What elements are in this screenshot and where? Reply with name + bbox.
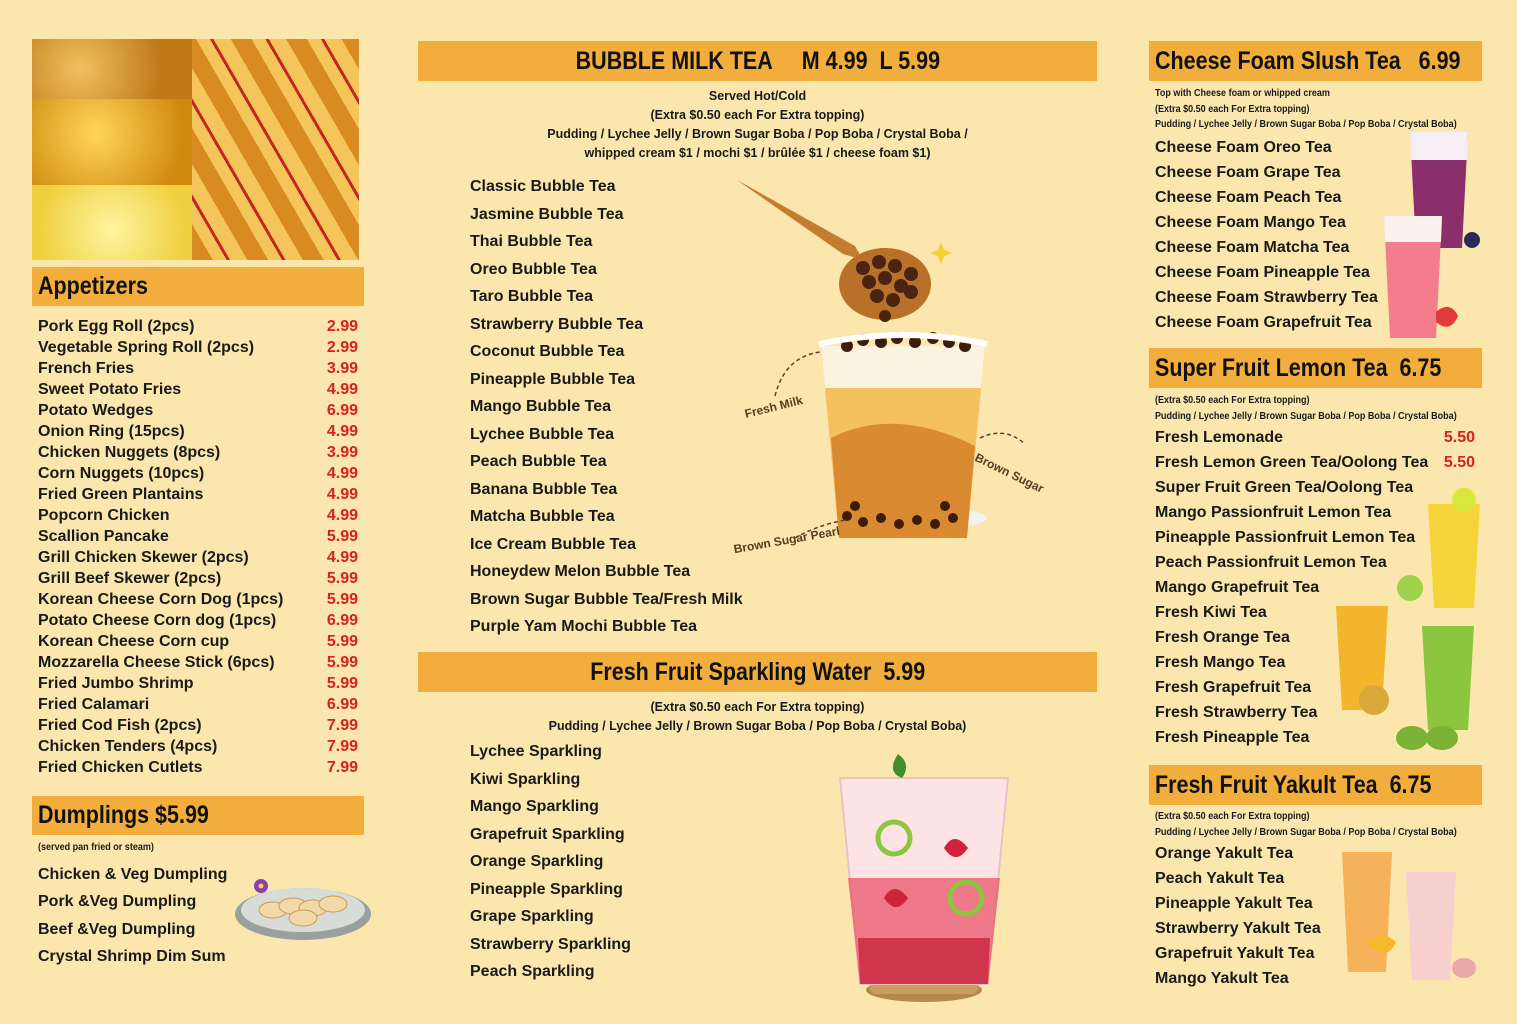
- item-name: Chicken Tenders (4pcs): [38, 738, 218, 755]
- yakult-item: [1155, 866, 1321, 891]
- dumplings-list: [38, 861, 227, 970]
- bubble-tea-item: [470, 228, 743, 256]
- bubble-tea-illustration: [732, 176, 1055, 566]
- bubble-tea-item: [470, 283, 743, 311]
- item-name: Korean Cheese Corn Dog (1pcs): [38, 591, 284, 608]
- cheese-foam-banner: [1149, 41, 1482, 81]
- sparkling-title: Fresh Fruit Sparkling Water 5.99: [590, 657, 925, 686]
- item-price: 7.99: [326, 738, 358, 755]
- appetizer-item: [38, 673, 358, 694]
- cheese-foam-item: [1155, 260, 1378, 285]
- sparkling-list: [470, 738, 631, 986]
- yakult-banner: [1149, 765, 1482, 805]
- bubble-tea-item: [470, 311, 743, 339]
- appetizer-item: [38, 736, 358, 757]
- item-name: Pineapple Sparkling: [470, 880, 623, 898]
- sparkling-item: [470, 821, 631, 849]
- item-name: Orange Sparkling: [470, 853, 604, 870]
- appetizer-item: [38, 610, 358, 631]
- sparkling-note-line: (Extra $0.50 each For Extra topping): [650, 700, 865, 714]
- lemon-tea-banner: [1149, 348, 1482, 388]
- yakult-item: [1155, 916, 1321, 941]
- item-name: Thai Bubble Tea: [470, 233, 593, 250]
- bubble-tea-notes: [418, 87, 1097, 163]
- item-name: Fresh Kiwi Tea: [1155, 604, 1267, 621]
- bubble-tea-item: [470, 366, 743, 394]
- item-name: Sweet Potato Fries: [38, 381, 182, 398]
- item-name: Strawberry Bubble Tea: [470, 315, 644, 333]
- appetizer-item: [38, 379, 358, 400]
- item-name: Mango Bubble Tea: [470, 398, 612, 415]
- appetizer-item: [38, 442, 358, 463]
- lemon-tea-item: [1155, 425, 1475, 450]
- appetizer-item: [38, 400, 358, 421]
- item-name: Grill Beef Skewer (2pcs): [38, 570, 222, 587]
- sparkling-item: [470, 876, 631, 904]
- yakult-drinks-photo: [1340, 846, 1485, 986]
- item-name: Kiwi Sparkling: [470, 770, 581, 788]
- bubble-tea-item: [470, 393, 743, 421]
- item-name: Pineapple Bubble Tea: [470, 370, 636, 388]
- item-name: Peach Sparkling: [470, 963, 595, 980]
- cheese-note-line: (Extra $0.50 each For Extra topping): [1155, 102, 1310, 115]
- cheese-foam-item: [1155, 160, 1378, 185]
- plantain-chips-photo: [32, 99, 192, 185]
- yakult-notes: [1155, 809, 1506, 840]
- item-name: Peach Passionfruit Lemon Tea: [1155, 554, 1387, 571]
- appetizer-item: [38, 652, 358, 673]
- item-name: Cheese Foam Strawberry Tea: [1155, 289, 1378, 306]
- item-name: Cheese Foam Peach Tea: [1155, 189, 1342, 206]
- sparkling-item: [470, 848, 631, 876]
- yakult-list: [1155, 841, 1321, 991]
- dumplings-note: (served pan fried or steam): [38, 841, 154, 853]
- bubble-tea-banner: [418, 41, 1097, 81]
- item-name: Fresh Pineapple Tea: [1155, 729, 1310, 746]
- item-name: Cheese Foam Matcha Tea: [1155, 239, 1350, 256]
- item-name: Cheese Foam Mango Tea: [1155, 214, 1346, 231]
- cheese-foam-item: [1155, 285, 1378, 310]
- item-price: 6.99: [326, 402, 358, 419]
- item-name: Grape Sparkling: [470, 908, 594, 925]
- sparkling-drink-illustration: [834, 748, 1014, 1010]
- item-price: 5.99: [326, 633, 358, 650]
- sparkling-note-line: Pudding / Lychee Jelly / Brown Sugar Boba / Pop Boba / Crystal Boba): [548, 719, 967, 733]
- bubble-tea-item: [470, 448, 743, 476]
- item-price: 4.99: [326, 465, 358, 482]
- item-price: 4.99: [326, 381, 358, 398]
- item-price: 7.99: [326, 717, 358, 734]
- item-name: Lychee Bubble Tea: [470, 425, 615, 443]
- item-name: Matcha Bubble Tea: [470, 508, 615, 525]
- item-name: Pork &Veg Dumpling: [38, 893, 197, 911]
- cheese-foam-list: [1155, 135, 1378, 335]
- sparkling-item: [470, 958, 631, 986]
- sparkling-item: [470, 903, 631, 931]
- cheese-foam-drinks-photo: [1380, 130, 1485, 345]
- item-name: Cheese Foam Grape Tea: [1155, 164, 1341, 181]
- item-name: Corn Nuggets (10pcs): [38, 465, 205, 482]
- lemon-tea-title: Super Fruit Lemon Tea 6.75: [1155, 353, 1442, 382]
- lemon-note-line: Pudding / Lychee Jelly / Brown Sugar Boba / Pop Boba / Crystal Boba): [1155, 409, 1457, 422]
- item-name: Fresh Orange Tea: [1155, 629, 1290, 646]
- dumpling-plate-photo: [233, 872, 373, 942]
- corn-dog-photo: [192, 39, 359, 260]
- item-price: 4.99: [326, 423, 358, 440]
- item-name: Fried Green Plantains: [38, 486, 204, 503]
- sparkling-notes: [418, 698, 1097, 736]
- sparkling-item: [470, 766, 631, 794]
- item-name: Beef &Veg Dumpling: [38, 920, 196, 938]
- item-name: Fresh Grapefruit Tea: [1155, 679, 1312, 696]
- appetizers-list: [38, 316, 360, 778]
- cheese-foam-item: [1155, 310, 1378, 335]
- lemon-tea-notes: [1155, 393, 1506, 424]
- item-name: Fresh Mango Tea: [1155, 654, 1286, 671]
- item-price: 4.99: [326, 486, 358, 503]
- corn-cup-photo: [32, 185, 192, 260]
- bubble-tea-item: [470, 503, 743, 531]
- lemon-note-line: (Extra $0.50 each For Extra topping): [1155, 394, 1310, 406]
- item-name: Classic Bubble Tea: [470, 178, 616, 195]
- item-price: 5.99: [326, 675, 358, 692]
- cheese-foam-title: Cheese Foam Slush Tea 6.99: [1155, 46, 1461, 75]
- item-name: Strawberry Yakult Tea: [1155, 920, 1321, 937]
- dumplings-title: Dumplings $5.99: [38, 801, 209, 829]
- item-name: Peach Yakult Tea: [1155, 870, 1285, 887]
- item-name: Coconut Bubble Tea: [470, 343, 625, 360]
- dumplings-banner: [32, 796, 364, 835]
- item-name: Brown Sugar Bubble Tea/Fresh Milk: [470, 590, 743, 608]
- sparkling-item: [470, 793, 631, 821]
- item-name: Honeydew Melon Bubble Tea: [470, 563, 691, 580]
- item-price: 7.99: [326, 759, 358, 776]
- item-name: Mango Grapefruit Tea: [1155, 579, 1320, 596]
- item-name: Crystal Shrimp Dim Sum: [38, 947, 226, 965]
- item-name: Fried Chicken Cutlets: [38, 759, 203, 776]
- item-name: Peach Bubble Tea: [470, 453, 607, 470]
- appetizer-item: [38, 631, 358, 652]
- sparkling-item: [470, 738, 631, 766]
- yakult-item: [1155, 841, 1321, 866]
- bubble-tea-title: BUBBLE MILK TEA M 4.99 L 5.99: [575, 46, 940, 75]
- yakult-title: Fresh Fruit Yakult Tea 6.75: [1155, 770, 1432, 799]
- appetizer-item: [38, 316, 358, 337]
- dumpling-item: [38, 943, 227, 970]
- bubble-note-line: Pudding / Lychee Jelly / Brown Sugar Boba / Pop Boba / Crystal Boba /: [547, 127, 968, 141]
- appetizer-item: [38, 547, 358, 568]
- yakult-item: [1155, 891, 1321, 916]
- item-name: Onion Ring (15pcs): [38, 423, 185, 440]
- item-name: Korean Cheese Corn cup: [38, 633, 230, 650]
- cheese-note-line: Pudding / Lychee Jelly / Brown Sugar Boba / Pop Boba / Crystal Boba): [1155, 118, 1457, 130]
- item-name: Potato Wedges: [38, 402, 154, 419]
- item-price: 6.99: [326, 612, 358, 629]
- bubble-tea-item: [470, 476, 743, 504]
- item-name: Banana Bubble Tea: [470, 480, 618, 498]
- item-price: 3.99: [326, 444, 358, 461]
- sparkling-banner: [418, 652, 1097, 692]
- item-name: Vegetable Spring Roll (2pcs): [38, 339, 255, 356]
- bubble-tea-item: [470, 173, 743, 201]
- yakult-note-line: (Extra $0.50 each For Extra topping): [1155, 810, 1310, 822]
- appetizer-item: [38, 463, 358, 484]
- item-name: Fried Calamari: [38, 696, 150, 713]
- appetizer-item: [38, 568, 358, 589]
- brown-sugar-label: Brown Sugar: [972, 450, 1046, 496]
- lemon-tea-drinks-photo: [1330, 484, 1490, 754]
- item-price: 5.99: [326, 570, 358, 587]
- bubble-tea-item: [470, 531, 743, 559]
- item-name: Cheese Foam Grapefruit Tea: [1155, 314, 1372, 331]
- fresh-milk-label: Fresh Milk: [743, 393, 805, 421]
- item-name: French Fries: [38, 360, 135, 377]
- bubble-note-line: (Extra $0.50 each For Extra topping): [650, 108, 865, 122]
- appetizer-item: [38, 337, 358, 358]
- item-price: 6.99: [326, 696, 358, 713]
- cheese-note-line: Top with Cheese foam or whipped cream: [1155, 87, 1330, 99]
- item-name: Cheese Foam Oreo Tea: [1155, 139, 1332, 156]
- item-price: 5.50: [1443, 429, 1475, 446]
- fried-chicken-photo: [32, 39, 192, 99]
- item-price: 4.99: [326, 549, 358, 566]
- appetizer-item: [38, 484, 358, 505]
- item-name: Fresh Lemon Green Tea/Oolong Tea: [1155, 454, 1429, 471]
- bubble-tea-item: [470, 338, 743, 366]
- appetizer-item: [38, 505, 358, 526]
- dumpling-item: [38, 888, 227, 915]
- item-name: Cheese Foam Pineapple Tea: [1155, 264, 1370, 281]
- item-price: 3.99: [326, 360, 358, 377]
- item-price: 2.99: [326, 318, 358, 335]
- item-name: Popcorn Chicken: [38, 507, 170, 524]
- item-price: 5.99: [326, 654, 358, 671]
- cheese-foam-item: [1155, 185, 1378, 210]
- item-name: Jasmine Bubble Tea: [470, 205, 624, 223]
- item-name: Fresh Strawberry Tea: [1155, 704, 1318, 721]
- item-price: 2.99: [326, 339, 358, 356]
- bubble-tea-item: [470, 613, 743, 641]
- yakult-item: [1155, 941, 1321, 966]
- cheese-foam-item: [1155, 235, 1378, 260]
- bubble-tea-item: [470, 558, 743, 586]
- item-name: Grapefruit Sparkling: [470, 825, 625, 843]
- yakult-item: [1155, 966, 1321, 991]
- item-name: Ice Cream Bubble Tea: [470, 535, 636, 553]
- cheese-foam-item: [1155, 210, 1378, 235]
- dumpling-item: [38, 861, 227, 888]
- bubble-tea-list: [470, 173, 743, 641]
- item-price: 5.99: [326, 528, 358, 545]
- cheese-foam-item: [1155, 135, 1378, 160]
- sparkling-item: [470, 931, 631, 959]
- item-name: Mango Yakult Tea: [1155, 970, 1289, 987]
- item-name: Purple Yam Mochi Bubble Tea: [470, 618, 698, 635]
- item-name: Taro Bubble Tea: [470, 288, 593, 305]
- item-name: Super Fruit Green Tea/Oolong Tea: [1155, 479, 1414, 496]
- appetizer-item: [38, 589, 358, 610]
- item-name: Fresh Lemonade: [1155, 429, 1284, 446]
- bubble-note-line: Served Hot/Cold: [708, 89, 807, 103]
- item-name: Pineapple Passionfruit Lemon Tea: [1155, 529, 1416, 546]
- item-name: Grill Chicken Skewer (2pcs): [38, 549, 249, 566]
- bubble-tea-item: [470, 586, 743, 614]
- item-name: Chicken & Veg Dumpling: [38, 866, 228, 883]
- bubble-tea-item: [470, 421, 743, 449]
- dumpling-item: [38, 916, 227, 943]
- appetizer-item: [38, 694, 358, 715]
- item-name: Grapefruit Yakult Tea: [1155, 945, 1315, 962]
- appetizer-item: [38, 526, 358, 547]
- item-name: Mango Passionfruit Lemon Tea: [1155, 504, 1392, 521]
- item-name: Fried Cod Fish (2pcs): [38, 717, 202, 734]
- appetizer-item: [38, 421, 358, 442]
- item-name: Mozzarella Cheese Stick (6pcs): [38, 654, 275, 671]
- item-name: Fried Jumbo Shrimp: [38, 675, 194, 692]
- item-name: Pineapple Yakult Tea: [1155, 895, 1313, 912]
- item-price: 5.50: [1443, 454, 1475, 471]
- cheese-foam-notes: [1155, 86, 1506, 133]
- appetizers-title: Appetizers: [38, 272, 148, 300]
- appetizer-item: [38, 715, 358, 736]
- item-name: Strawberry Sparkling: [470, 935, 631, 953]
- item-name: Mango Sparkling: [470, 798, 599, 815]
- item-name: Oreo Bubble Tea: [470, 260, 597, 278]
- brown-sugar-pearl-label: Brown Sugar Pearl: [732, 523, 841, 557]
- item-name: Lychee Sparkling: [470, 743, 602, 760]
- appetizer-photo-collage: [32, 39, 359, 260]
- appetizers-banner: [32, 267, 364, 306]
- yakult-note-line: Pudding / Lychee Jelly / Brown Sugar Boba / Pop Boba / Crystal Boba): [1155, 825, 1457, 838]
- item-name: Potato Cheese Corn dog (1pcs): [38, 612, 277, 629]
- item-name: Orange Yakult Tea: [1155, 845, 1294, 862]
- item-name: Scallion Pancake: [38, 528, 169, 545]
- item-name: Chicken Nuggets (8pcs): [38, 444, 221, 461]
- item-price: 5.99: [326, 591, 358, 608]
- bubble-tea-item: [470, 256, 743, 284]
- appetizer-item: [38, 358, 358, 379]
- lemon-tea-item: [1155, 450, 1475, 475]
- bubble-tea-item: [470, 201, 743, 229]
- appetizer-item: [38, 757, 358, 778]
- bubble-note-line: whipped cream $1 / mochi $1 / brûlée $1 / cheese foam $1): [584, 146, 931, 160]
- item-price: 4.99: [326, 507, 358, 524]
- item-name: Pork Egg Roll (2pcs): [38, 318, 195, 335]
